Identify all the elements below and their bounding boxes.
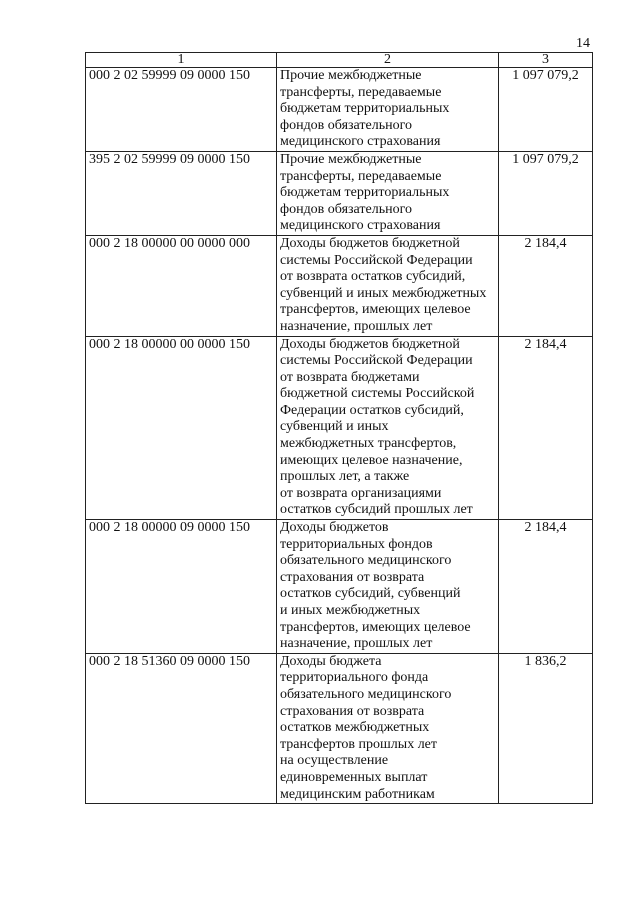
- budget-table: [85, 52, 593, 804]
- description-line: Доходы бюджета: [280, 653, 382, 669]
- description-line: бюджетам территориальных: [280, 185, 450, 201]
- description-line: субвенций и иных: [280, 419, 389, 435]
- budget-code-cell: 000 2 18 51360 09 0000 150: [86, 653, 277, 803]
- amount-cell: 2 184,4: [499, 520, 593, 654]
- description-line: трансфертов прошлых лет: [280, 736, 438, 752]
- description-line: медицинского страхования: [280, 218, 441, 234]
- description-line: трансферты, передаваемые: [280, 84, 442, 100]
- description-line: трансфертов, имеющих целевое: [280, 619, 471, 635]
- amount-cell: 1 097 079,2: [499, 68, 593, 152]
- description-line: имеющих целевое назначение,: [280, 452, 463, 468]
- column-header-3: 3: [499, 53, 593, 68]
- description-line: территориального фонда: [280, 670, 429, 686]
- description-line: бюджетам территориальных: [280, 101, 450, 117]
- description-line: межбюджетных трансфертов,: [280, 436, 457, 452]
- description-line: и иных межбюджетных: [280, 603, 421, 618]
- description-cell: [277, 151, 499, 235]
- description-line: Доходы бюджетов: [280, 520, 389, 536]
- budget-code-cell: 000 2 18 00000 00 0000 150: [86, 336, 277, 520]
- table-row: [86, 336, 593, 520]
- description-line: прошлых лет, а также: [280, 469, 410, 485]
- description-cell: [277, 68, 499, 152]
- description-cell: [277, 336, 499, 520]
- description-line: Прочие межбюджетные: [280, 68, 422, 83]
- table-row: [86, 68, 593, 152]
- description-line: назначение, прошлых лет: [280, 636, 433, 652]
- description-line: системы Российской Федерации: [280, 252, 473, 268]
- budget-code-cell: 395 2 02 59999 09 0000 150: [86, 151, 277, 235]
- table-row: [86, 235, 593, 336]
- budget-code-cell: 000 2 02 59999 09 0000 150: [86, 68, 277, 152]
- amount-cell: 2 184,4: [499, 235, 593, 336]
- budget-code-cell: 000 2 18 00000 00 0000 000: [86, 235, 277, 336]
- column-header-2: 2: [277, 53, 499, 68]
- description-line: остатков межбюджетных: [280, 720, 430, 736]
- description-line: страхования от возврата: [280, 569, 425, 585]
- amount-cell: 1 836,2: [499, 653, 593, 803]
- page-number: 14: [576, 36, 590, 51]
- description-line: страхования от возврата: [280, 703, 425, 719]
- description-line: трансфертов, имеющих целевое: [280, 302, 471, 318]
- description-line: системы Российской Федерации: [280, 353, 473, 369]
- table-row: [86, 653, 593, 803]
- description-line: бюджетной системы Российской: [280, 386, 475, 402]
- description-line: обязательного медицинского: [280, 686, 452, 702]
- description-line: остатков субсидий прошлых лет: [280, 502, 473, 518]
- column-header-1: 1: [86, 53, 277, 68]
- description-cell: [277, 235, 499, 336]
- amount-cell: 1 097 079,2: [499, 151, 593, 235]
- description-line: субвенций и иных межбюджетных: [280, 285, 487, 301]
- description-line: Доходы бюджетов бюджетной: [280, 336, 460, 352]
- description-cell: [277, 520, 499, 654]
- table-row: [86, 520, 593, 654]
- description-line: Прочие межбюджетные: [280, 151, 422, 167]
- description-line: трансферты, передаваемые: [280, 168, 442, 184]
- description-cell: [277, 653, 499, 803]
- description-line: медицинского страхования: [280, 134, 441, 150]
- description-line: медицинским работникам: [280, 786, 435, 802]
- description-line: назначение, прошлых лет: [280, 318, 433, 334]
- description-line: на осуществление: [280, 753, 389, 769]
- description-line: фондов обязательного: [280, 117, 412, 133]
- description-line: от возврата организациями: [280, 485, 442, 501]
- description-line: фондов обязательного: [280, 201, 412, 217]
- description-line: остатков субсидий, субвенций: [280, 586, 461, 602]
- amount-cell: 2 184,4: [499, 336, 593, 520]
- description-line: обязательного медицинского: [280, 553, 452, 569]
- description-line: территориальных фондов: [280, 536, 433, 552]
- description-line: Федерации остатков субсидий,: [280, 402, 464, 418]
- description-line: единовременных выплат: [280, 769, 428, 785]
- table-header-row: [86, 53, 593, 68]
- description-line: от возврата бюджетами: [280, 369, 420, 385]
- table-row: [86, 151, 593, 235]
- description-line: от возврата остатков субсидий,: [280, 269, 466, 285]
- description-line: Доходы бюджетов бюджетной: [280, 235, 460, 251]
- budget-code-cell: 000 2 18 00000 09 0000 150: [86, 520, 277, 654]
